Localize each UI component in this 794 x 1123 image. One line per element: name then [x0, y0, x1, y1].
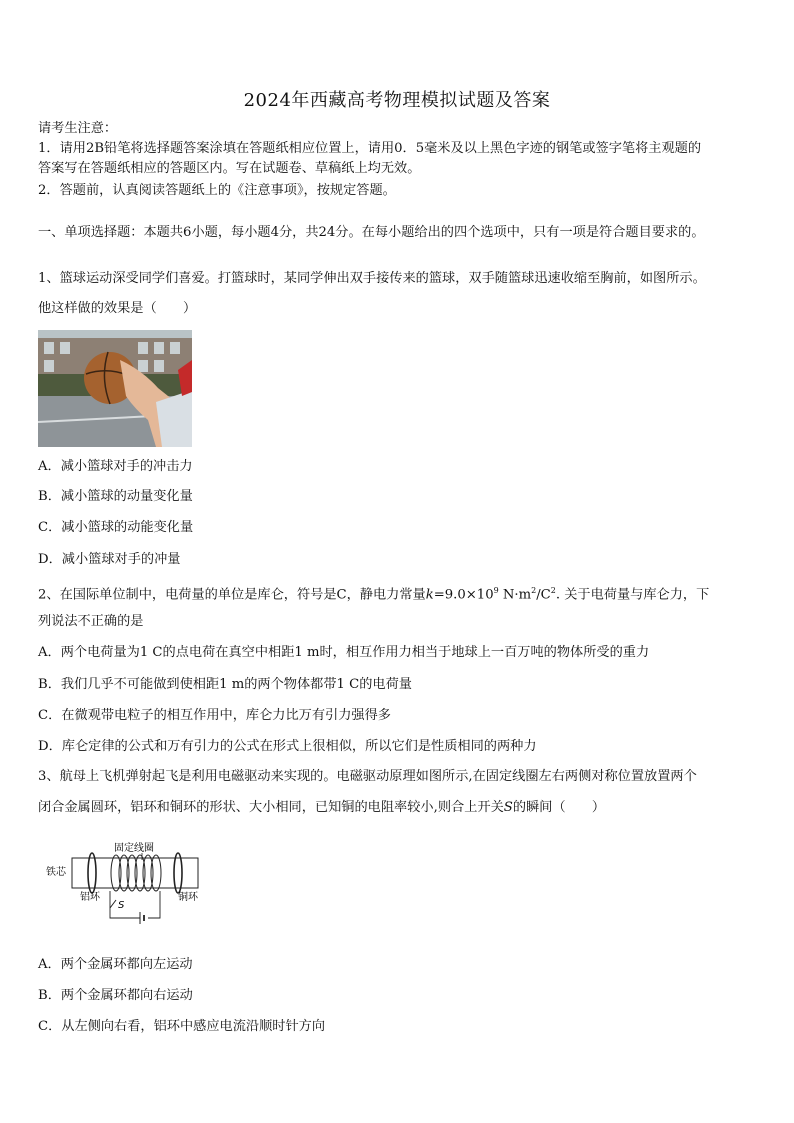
q2-exponent-2: 2	[531, 586, 537, 595]
q3-option-a: A．两个金属环都向左运动	[38, 957, 193, 972]
q1-option-b: B．减小篮球的动量变化量	[38, 489, 193, 504]
q1-option-a: A．减小篮球对手的冲击力	[38, 459, 193, 474]
q2-option-c: C．在微观带电粒子的相互作用中，库仑力比万有引力强得多	[38, 708, 391, 723]
q2-exponent-3: 2	[550, 586, 556, 595]
q1-stem-line-2: 他这样做的效果是（ ）	[38, 301, 197, 316]
label-coil: 固定线圈	[114, 843, 154, 854]
label-core: 铁芯	[46, 867, 66, 878]
q2-stem-text-b: =9.0×10	[433, 587, 494, 603]
q2-stem-text-c: N·m	[498, 587, 532, 603]
notice-item-2: 2．答题前，认真阅读答题纸上的《注意事项》，按规定答题。	[38, 183, 396, 198]
q3-switch-symbol: S	[503, 800, 513, 815]
basketball-photo-illustration	[38, 330, 192, 447]
q2-option-d: D．库仑定律的公式和万有引力的公式在形式上很相似，所以它们是性质相同的两种力	[38, 739, 537, 754]
q3-stem-line-2	[38, 799, 605, 817]
q2-option-b: B．我们几乎不可能做到使相距1 m的两个物体都带1 C的电荷量	[38, 677, 412, 692]
q3-stem-line-1: 3、航母上飞机弹射起飞是利用电磁驱动来实现的。电磁驱动原理如图所示,在固定线圈左右两侧对称位置放置两个	[38, 769, 697, 784]
notice-item-1-line-2: 答案写在答题纸相应的答题区内。写在试题卷、草稿纸上均无效。	[38, 161, 421, 176]
label-aluminum-ring: 铝环	[80, 892, 100, 903]
q1-stem-line-1: 1、篮球运动深受同学们喜爱。打篮球时，某同学伸出双手接传来的篮球，双手随篮球迅速收缩至胸前，如图所示。	[38, 271, 706, 286]
page-title: 2024年西藏高考物理模拟试题及答案	[243, 90, 551, 111]
notice-heading: 请考生注意：	[38, 121, 118, 136]
q2-stem-line-2: 列说法不正确的是	[38, 614, 144, 629]
electromagnetic-drive-illustration	[44, 838, 204, 930]
q3-option-c: C．从左侧向右看，铝环中感应电流沿顺时针方向	[38, 1019, 326, 1034]
q2-option-a: A．两个电荷量为1 C的点电荷在真空中相距1 m时，相互作用力相当于地球上一百万吨的物体所受的重力	[38, 645, 650, 660]
electromagnetic-drive-diagram	[44, 838, 204, 930]
q1-option-c: C．减小篮球的动能变化量	[38, 520, 194, 535]
q3-option-b: B．两个金属环都向右运动	[38, 988, 193, 1003]
label-copper-ring: 铜环	[178, 892, 198, 903]
q2-constant-k: k	[425, 587, 434, 603]
basketball-photo	[38, 330, 192, 447]
q2-stem-text-d: /C	[536, 587, 551, 603]
section-heading: 一、单项选择题：本题共6小题，每小题4分，共24分。在每小题给出的四个选项中，只有一项是符合题目要求的。	[38, 225, 705, 240]
q2-stem-text-e: . 关于电荷量与库仑力，下	[555, 587, 710, 603]
q2-stem-line-1	[38, 582, 709, 604]
notice-item-1-line-1: 1．请用2B铅笔将选择题答案涂填在答题纸相应位置上，请用0．5毫米及以上黑色字迹的钢笔或签字笔将主观题的	[38, 141, 702, 156]
q2-stem-text-a: 2、在国际单位制中，电荷量的单位是库仑，符号是C，静电力常量	[38, 587, 426, 603]
q1-option-d: D．减小篮球对手的冲量	[38, 552, 181, 567]
q3-stem-text-a: 闭合金属圆环，铝环和铜环的形状、大小相同，已知铜的电阻率较小,则合上开关	[38, 800, 504, 815]
q2-exponent-1: 9	[493, 586, 499, 595]
q3-stem-text-b: 的瞬间（ ）	[512, 800, 606, 815]
label-switch: S	[118, 900, 125, 911]
